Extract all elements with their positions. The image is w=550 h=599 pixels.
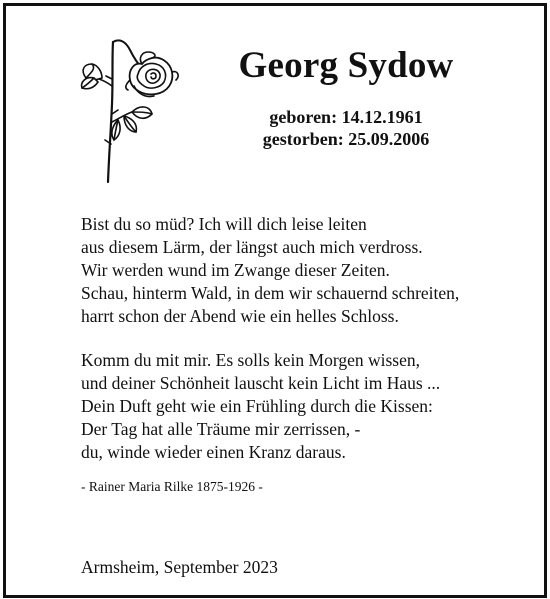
death-date: gestorben: 25.09.2006: [262, 129, 430, 149]
poem: [81, 213, 521, 485]
obituary-notice: [3, 3, 547, 598]
poem-stanza-1: [81, 213, 521, 328]
poem-attribution: - Rainer Maria Rilke 1875-1926 -: [81, 479, 263, 494]
poem-line: aus diesem Lärm, der längst auch mich verdross.: [81, 237, 423, 257]
life-dates: [196, 106, 496, 150]
poem-line: und deiner Schönheit lauscht kein Licht im Haus ...: [81, 373, 441, 393]
poem-line: Bist du so müd? Ich will dich leise leiten: [81, 214, 367, 234]
poem-line: Dein Duft geht wie ein Frühling durch die Kissen:: [81, 396, 433, 416]
poem-line: Der Tag hat alle Träume mir zerrissen, -: [81, 419, 361, 439]
poem-line: Wir werden wund im Zwange dieser Zeiten.: [81, 260, 390, 280]
deceased-name: Georg Sydow: [238, 45, 454, 86]
poem-stanza-2: [81, 349, 521, 464]
poem-line: Komm du mit mir. Es solls kein Morgen wissen,: [81, 350, 420, 370]
birth-date: geboren: 14.12.1961: [269, 107, 423, 127]
rose-icon: [68, 34, 180, 184]
poem-line: harrt schon der Abend wie ein helles Schloss.: [81, 306, 399, 326]
poem-line: Schau, hinterm Wald, in dem wir schauernd schreiten,: [81, 283, 460, 303]
poem-line: du, winde wieder einen Kranz daraus.: [81, 442, 346, 462]
place-and-date: Armsheim, September 2023: [81, 557, 278, 577]
